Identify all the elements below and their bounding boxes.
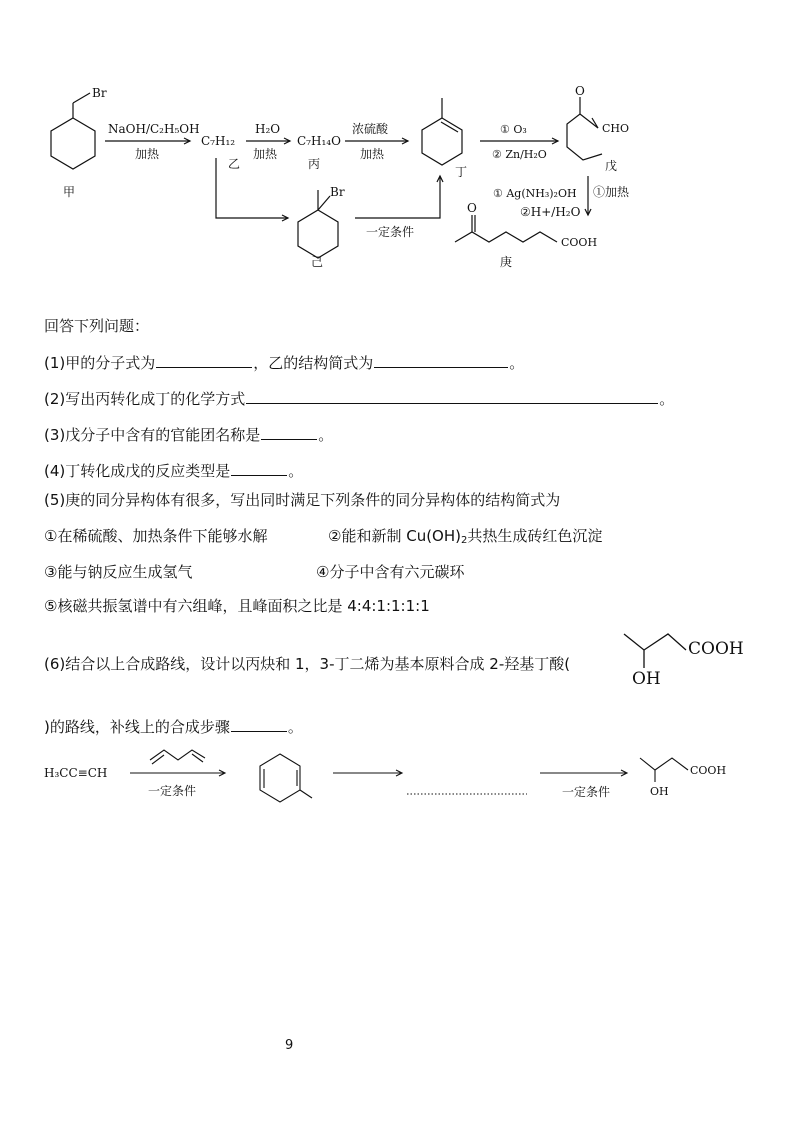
jia-ring (51, 118, 95, 169)
bing-label: 丙 (308, 157, 321, 171)
question-2 (44, 388, 674, 409)
geng-cooh: COOH (561, 236, 598, 249)
condition-4 (316, 562, 464, 582)
geng-o: O (467, 201, 477, 215)
yi-label: 乙 (228, 157, 241, 171)
arrow-f (355, 176, 440, 218)
wu-label: 戊 (605, 159, 618, 173)
question-6 (44, 654, 570, 674)
q6-oh: OH (632, 669, 661, 689)
condition-2-text-a: ②能和新制 Cu(OH) (328, 527, 461, 545)
q6-cooh: COOH (688, 639, 744, 659)
route-cond-2: 一定条件 (562, 785, 611, 799)
jia-label: 甲 (63, 185, 76, 199)
route-cooh: COOH (690, 764, 727, 777)
reagent-e-2: ②H+/H₂O (520, 205, 581, 219)
ji-label: 己 (311, 255, 324, 269)
condition-5-text: ⑤核磁共振氢谱中有六组峰，且峰面积之比是 4:4:1:1:1:1 (44, 597, 430, 615)
condition-4-text: ④分子中含有六元碳环 (316, 563, 465, 581)
condition-5 (44, 596, 430, 616)
geng-label: 庚 (500, 255, 513, 269)
q1-blank-structure[interactable] (374, 352, 508, 368)
conditions-row-1 (44, 526, 267, 546)
q4-text-a: (4)丁转化成戊的反应类型是 (44, 462, 231, 480)
q2-text-a: (2)写出丙转化成丁的化学方式 (44, 390, 246, 408)
q6-text-a: (6)结合以上合成路线，设计以丙炔和 1，3-丁二烯为基本原料合成 2-羟基丁酸( (44, 655, 571, 673)
route-oh: OH (650, 785, 669, 798)
wu-chain (567, 114, 602, 160)
q6-text-c: 。 (287, 718, 303, 736)
question-5 (44, 490, 560, 510)
reagent-a-bottom: 加热 (135, 147, 160, 161)
q1-text-c: 。 (509, 354, 525, 372)
geng-chain (455, 232, 557, 242)
butadiene (150, 750, 205, 760)
condition-3 (44, 562, 192, 582)
intro-text: 回答下列问题： (44, 317, 150, 335)
page-number: 9 (285, 1038, 294, 1053)
bing-formula: C₇H₁₄O (297, 134, 341, 148)
wu-cho: CHO (602, 122, 630, 135)
route-cond-1: 一定条件 (148, 784, 197, 798)
route-product (640, 758, 688, 770)
ding-ring (422, 118, 462, 165)
reagent-d-top: ① O₃ (500, 123, 527, 136)
q4-blank[interactable] (231, 460, 287, 476)
yi-formula: C₇H₁₂ (201, 134, 236, 148)
reagent-e-1: ① Ag(NH₃)₂OH (493, 187, 577, 200)
condition-2 (328, 526, 602, 551)
ding-label: 丁 (455, 165, 468, 179)
jia-br: Br (92, 86, 107, 100)
reagent-c-top: 浓硫酸 (352, 122, 389, 136)
q3-text-b: 。 (318, 426, 334, 444)
q3-text-a: (3)戊分子中含有的官能团名称是 (44, 426, 261, 444)
question-3 (44, 424, 333, 445)
synthesis-scheme (0, 0, 800, 300)
ji-br: Br (330, 185, 345, 199)
reagent-e-heat: ①加热 (593, 185, 630, 199)
intro-line (44, 316, 149, 336)
reagent-f: 一定条件 (366, 225, 415, 239)
branch-line (216, 158, 288, 218)
q5-text: (5)庚的同分异构体有很多，写出同时满足下列条件的同分异构体的结构简式为 (44, 491, 561, 509)
question-1 (44, 352, 524, 373)
route-propyne: H₃CC≡CH (44, 766, 108, 780)
q6-text-b: )的路线，补线上的合成步骤 (44, 718, 230, 736)
reagent-d-bottom: ② Zn/H₂O (492, 148, 547, 161)
reagent-b-bottom: 加热 (253, 147, 278, 161)
q4-text-b: 。 (288, 462, 304, 480)
condition-3-text: ③能与钠反应生成氢气 (44, 563, 193, 581)
q3-blank[interactable] (261, 424, 317, 440)
condition-2-subscript: 2 (461, 535, 468, 546)
question-6-cont (44, 716, 303, 737)
q6-blank[interactable] (231, 716, 287, 732)
reagent-c-bottom: 加热 (360, 147, 385, 161)
q1-text-b: ，乙的结构简式为 (253, 354, 374, 372)
wu-o: O (575, 84, 585, 98)
q6-target-structure (618, 620, 758, 690)
q1-blank-formula[interactable] (156, 352, 252, 368)
q2-blank-equation[interactable] (246, 388, 658, 404)
route-ring (260, 754, 300, 802)
reagent-a-top: NaOH/C₂H₅OH (108, 122, 200, 136)
ji-ring (298, 210, 338, 258)
q1-text-a: (1)甲的分子式为 (44, 354, 156, 372)
condition-1: ①在稀硫酸、加热条件下能够水解 (44, 527, 268, 545)
condition-2-text-b: 共热生成砖红色沉淀 (467, 527, 603, 545)
q2-text-b: 。 (659, 390, 675, 408)
q6-route (0, 740, 800, 830)
reagent-b-top: H₂O (255, 122, 281, 136)
question-4 (44, 460, 303, 481)
